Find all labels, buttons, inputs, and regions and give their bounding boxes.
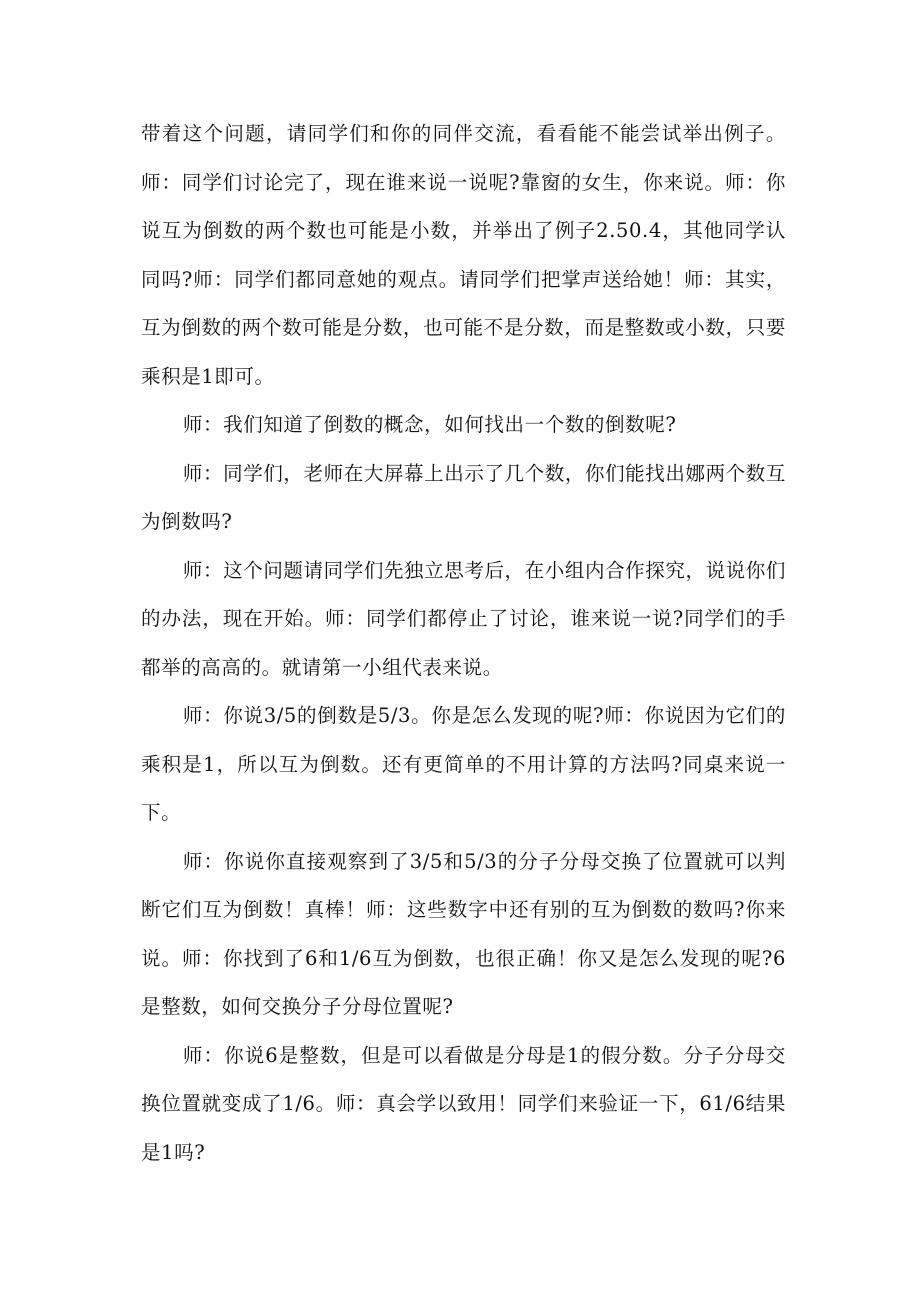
paragraph-3: 师：同学们，老师在大屏幕上出示了几个数，你们能找出娜两个数互为倒数吗? — [141, 461, 786, 533]
paragraph-5: 师：你说3/5的倒数是5/3。你是怎么发现的呢?师：你说因为它们的乘积是1，所以互为倒数。还有更简单的不用计算的方法吗?同桌来说一下。 — [141, 704, 786, 824]
paragraph-2: 师：我们知道了倒数的概念，如何找出一个数的倒数呢? — [182, 413, 677, 436]
document-body — [141, 110, 786, 1177]
paragraph-7: 师：你说6是整数，但是可以看做是分母是1的假分数。分子分母交换位置就变成了1/6。师：真会学以致用！同学们来验证一下，61/6结果是1吗? — [141, 1043, 786, 1164]
paragraph-1: 带着这个问题，请同学们和你的同伴交流，看看能不能尝试举出例子。师：同学们讨论完了，现在谁来说一说呢?靠窗的女生，你来说。师：你说互为倒数的两个数也可能是小数，并举出了例子2.50.4，其他同学认同吗?师：同学们都同意她的观点。请同学们把掌声送给她！师：其实，互为倒数的两个数可能是分数，也可能不是分数，而是整数或小数，只要乘积是1即可。 — [141, 122, 786, 388]
paragraph-4: 师：这个问题请同学们先独立思考后，在小组内合作探究，说说你们的办法，现在开始。师：同学们都停止了讨论，谁来说一说?同学们的手都举的高高的。就请第一小组代表来说。 — [141, 558, 786, 679]
paragraph-6: 师：你说你直接观察到了3/5和5/3的分子分母交换了位置就可以判断它们互为倒数！真棒！师：这些数字中还有别的互为倒数的数吗?你来说。师：你找到了6和1/6互为倒数，也很正确！你又是怎么发现的呢?6是整数，如何交换分子分母位置呢? — [141, 849, 786, 1018]
